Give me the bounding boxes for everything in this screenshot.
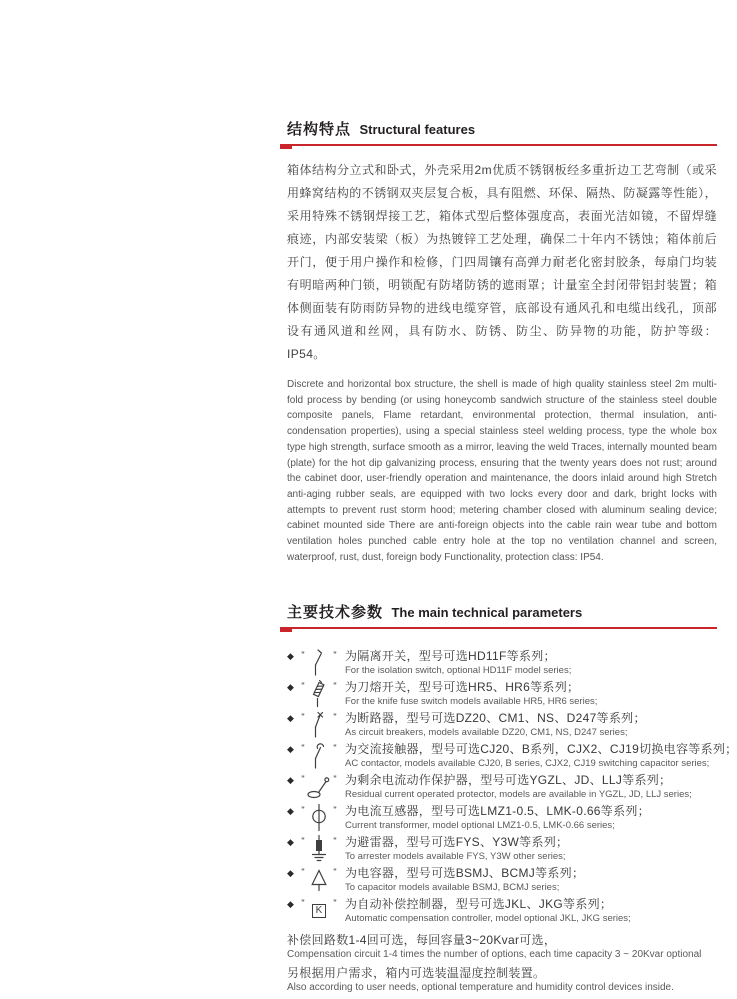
close-quote: " xyxy=(333,836,337,847)
close-quote: " xyxy=(333,867,337,878)
residual-current-protector-icon xyxy=(307,773,331,800)
open-quote: " xyxy=(301,774,305,785)
item-zh: 为刀熔开关，型号可选HR5、HR6等系列； xyxy=(345,680,580,695)
item-zh: 为交流接触器，型号可选CJ20、B系列，CJX2、CJ19切换电容等系列； xyxy=(345,742,737,757)
open-quote: " xyxy=(301,867,305,878)
circuit-breaker-icon xyxy=(307,711,331,738)
technical-parameters-title-en: The main technical parameters xyxy=(391,605,583,621)
close-quote: " xyxy=(333,712,337,723)
diamond-bullet-icon: ◆ xyxy=(287,775,294,786)
item-text xyxy=(345,835,568,863)
note-line1-zh: 补偿回路数1-4回可选，每回容量3~20Kvar可选， xyxy=(287,933,557,948)
notes-section xyxy=(287,933,717,994)
close-quote: " xyxy=(333,650,337,661)
item-text xyxy=(345,742,737,770)
diamond-bullet-icon: ◆ xyxy=(287,899,294,910)
close-quote: " xyxy=(333,774,337,785)
diamond-bullet-icon: ◆ xyxy=(287,744,294,755)
open-quote: " xyxy=(301,836,305,847)
item-en: Automatic compensation controller, model optional JKL, JKG series; xyxy=(345,913,631,925)
knife-fuse-switch-icon xyxy=(307,680,331,707)
item-en: Residual current operated protector, models are available in YGZL, JD, LLJ series; xyxy=(345,789,692,801)
note-line2-en: Also according to user needs, optional temperature and humidity control devices inside. xyxy=(287,982,674,994)
item-zh: 为断路器，型号可选DZ20、CM1、NS、D247等系列； xyxy=(345,711,646,726)
controller-letter-box: K xyxy=(312,904,326,918)
item-en: As circuit breakers, models available DZ20, CM1, NS, D247 series; xyxy=(345,727,628,739)
item-text xyxy=(345,711,646,739)
structural-features-title-en: Structural features xyxy=(359,122,476,137)
diamond-bullet-icon: ◆ xyxy=(287,806,294,817)
open-quote: " xyxy=(301,743,305,754)
structural-features-title-zh: 结构特点 xyxy=(287,121,352,138)
open-quote: " xyxy=(301,681,305,692)
list-item xyxy=(287,711,717,739)
open-quote: " xyxy=(301,712,305,723)
item-zh: 为避雷器，型号可选FYS、Y3W等系列； xyxy=(345,835,569,850)
parameter-list xyxy=(287,649,737,925)
note-line1-en: Compensation circuit 1-4 times the number of options, each time capacity 3 ~ 20Kvar optional xyxy=(287,949,702,961)
open-quote: " xyxy=(301,650,305,661)
item-zh: 为电流互感器，型号可选LMZ1-0.5、LMK-0.66等系列； xyxy=(345,804,650,819)
structural-features-header xyxy=(287,118,717,146)
isolation-switch-icon xyxy=(307,649,331,676)
open-quote: " xyxy=(301,805,305,816)
list-item xyxy=(287,742,737,770)
close-quote: " xyxy=(333,681,337,692)
list-item xyxy=(287,773,717,801)
list-item xyxy=(287,897,717,925)
item-zh: 为自动补偿控制器，型号可选JKL、JKG等系列； xyxy=(345,897,613,912)
open-quote: " xyxy=(301,898,305,909)
technical-parameters-header xyxy=(287,601,717,629)
structural-paragraph-en: Discrete and horizontal box structure, the shell is made of high quality stainless steel 2m multi-fold process by bending (or using honeycomb sandwich structure of the stainless steel double composite panels, Flame retardant, environmental protection, thermal insulation, anti-condensation properties), using a special stainless steel welding process, type the whole box type high strength, surface smooth as a mirror, leaving the weld Traces, internally mounted beam (plate) for the hot dip galvanizing process, ensuring that the twenty years does not rust; around the cabinet door, user-friendly operation and maintenance, the doors inlaid around high Stretch anti-aging rubber seals, are equipped with two locks every door and dark, bright locks with attempts to prevent rust storm hood; metering chamber closed with aluminum sealing device; cabinet mounted side There are anti-foreign objects into the cable rain wear tube and bottom ventilation holes punched cable entry hole at the top no ventilation channel and screen, waterproof, rust, dust, foreign body Functionality, protection class: IP54. xyxy=(287,379,717,563)
item-text xyxy=(345,680,597,708)
close-quote: " xyxy=(333,898,337,909)
item-en: To capacitor models available BSMJ, BCMJ series; xyxy=(345,882,560,894)
item-text xyxy=(345,649,571,677)
list-item xyxy=(287,804,717,832)
technical-parameters-title-zh: 主要技术参数 xyxy=(287,604,384,622)
item-en: For the isolation switch, optional HD11F model series; xyxy=(345,665,572,677)
item-zh: 为电容器，型号可选BSMJ、BCMJ等系列； xyxy=(345,866,585,881)
diamond-bullet-icon: ◆ xyxy=(287,713,294,724)
structural-paragraph-zh: 箱体结构分立式和卧式，外壳采用2m优质不锈钢板经多重折边工艺弯制（或采用蜂窝结构的不锈钢双夹层复合板，具有阻燃、环保、隔热、防凝露等性能），采用特殊不锈钢焊接工艺，箱体式型后整体强度高，表面光洁如镜，不留焊缝痕迹，内部安装梁（板）为热镀锌工艺处理，确保二十年内不锈蚀；箱体前后开门，便于用户操作和检修，门四周镶有高弹力耐老化密封胶条，每扇门均装有明暗两种门锁，明锁配有防堵防锈的遮雨罩；计量室全封闭带铝封装置；箱体侧面装有防雨防异物的进线电缆穿管，底部设有通风孔和电缆出线孔，顶部设有通风道和丝网，具有防水、防锈、防尘、防异物的功能，防护等级：IP54。 xyxy=(287,163,717,361)
item-text xyxy=(345,897,631,925)
diamond-bullet-icon: ◆ xyxy=(287,837,294,848)
ac-contactor-icon xyxy=(307,742,331,769)
list-item xyxy=(287,680,717,708)
diamond-bullet-icon: ◆ xyxy=(287,868,294,879)
arrester-icon xyxy=(307,835,331,862)
item-text xyxy=(345,804,650,832)
capacitor-icon xyxy=(307,866,331,893)
item-text xyxy=(345,866,584,894)
item-en: Current transformer, model optional LMZ1-0.5, LMK-0.66 series; xyxy=(345,820,615,832)
close-quote: " xyxy=(333,743,337,754)
list-item xyxy=(287,649,717,677)
list-item xyxy=(287,835,717,863)
current-transformer-icon xyxy=(307,804,331,831)
item-zh: 为剩余电流动作保护器，型号可选YGZL、JD、LLJ等系列； xyxy=(345,773,672,788)
diamond-bullet-icon: ◆ xyxy=(287,682,294,693)
close-quote: " xyxy=(333,805,337,816)
item-en: For the knife fuse switch models available HR5, HR6 series; xyxy=(345,696,598,708)
note-line2-zh: 另根据用户需求，箱内可选装温湿度控制装置。 xyxy=(287,966,546,981)
list-item xyxy=(287,866,717,894)
item-text xyxy=(345,773,692,801)
item-zh: 为隔离开关，型号可选HD11F等系列； xyxy=(345,649,556,664)
diamond-bullet-icon: ◆ xyxy=(287,651,294,662)
page-content xyxy=(287,118,737,999)
item-en: To arrester models available FYS, Y3W other series; xyxy=(345,851,566,863)
compensation-controller-icon xyxy=(307,897,331,924)
item-en: AC contactor, models available CJ20, B series, CJX2, CJ19 switching capacitor series; xyxy=(345,758,710,770)
